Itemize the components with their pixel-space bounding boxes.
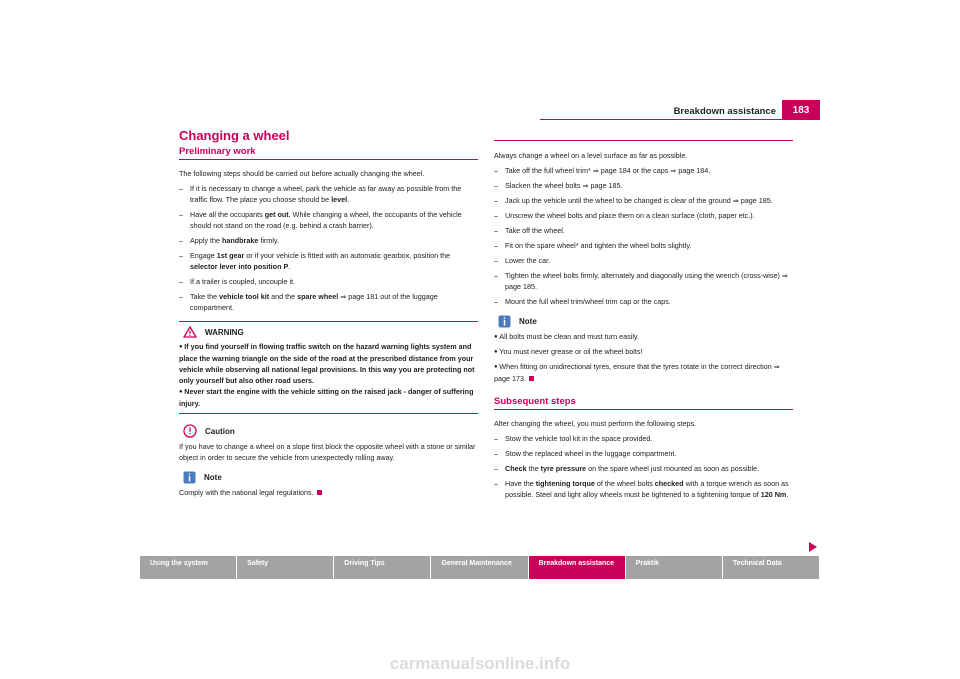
emphasis-text: spare wheel bbox=[297, 292, 339, 301]
step-item bbox=[494, 448, 793, 459]
subsequent-intro: After changing the wheel, you must perform the following steps. bbox=[494, 419, 697, 428]
column-rule bbox=[494, 140, 793, 141]
step-item bbox=[179, 291, 478, 313]
step-item bbox=[179, 183, 478, 205]
note-item: ● You must never grease or oil the wheel bolts! bbox=[494, 346, 793, 358]
note-text: Comply with the national legal regulations. bbox=[179, 487, 478, 498]
warning-box bbox=[179, 321, 478, 414]
nav-tab[interactable]: Safety bbox=[237, 556, 334, 579]
end-of-section-mark bbox=[529, 376, 534, 381]
step-item: – Fit on the spare wheel* and tighten the wheel bolts slightly. bbox=[494, 240, 793, 251]
subsection-title-subsequent: Subsequent steps bbox=[494, 396, 793, 410]
emphasis-text: tyre pressure bbox=[540, 464, 587, 473]
step-text: Engage bbox=[190, 251, 217, 260]
step-text: firmly. bbox=[258, 236, 279, 245]
step-item bbox=[179, 235, 478, 246]
emphasis-text: handbrake bbox=[221, 236, 259, 245]
note-header bbox=[183, 471, 478, 484]
watermark: carmanualsonline.info bbox=[389, 654, 571, 673]
chapter-nav bbox=[140, 556, 820, 579]
step-text: . bbox=[288, 262, 291, 271]
warning-item: ● Never start the engine with the vehicle sitting on the raised jack - danger of suffering injury. bbox=[179, 386, 478, 409]
nav-tab[interactable]: Breakdown assistance bbox=[529, 556, 626, 579]
subsection-title-preliminary: Preliminary work bbox=[179, 146, 478, 160]
emphasis-text: vehicle tool kit bbox=[219, 292, 270, 301]
step-text: the bbox=[526, 464, 541, 473]
preliminary-steps bbox=[179, 183, 478, 313]
step-text: If a trailer is coupled, uncouple it. bbox=[190, 277, 296, 286]
left-column bbox=[179, 130, 478, 498]
warning-header bbox=[183, 326, 478, 338]
step-item: – Jack up the vehicle until the wheel to be changed is clear of the ground ⇒ page 185. bbox=[494, 195, 793, 206]
step-text: Take the bbox=[190, 292, 220, 301]
end-of-section-mark bbox=[317, 490, 322, 495]
step-text: . While changing a wheel, the occupants of the vehicle should not stand on the road (e.g. behind a crash barrier). bbox=[190, 210, 462, 230]
note-label: Note bbox=[519, 317, 537, 326]
step-item: – Tighten the wheel bolts firmly, alternately and diagonally using the wrench (cross-wise) ⇒ page 185. bbox=[494, 270, 793, 292]
note-item: ● All bolts must be clean and must turn easily. bbox=[494, 331, 793, 343]
step-text: Stow the replaced wheel in the luggage compartment. bbox=[505, 449, 677, 458]
step-text: Have all the occupants bbox=[190, 210, 265, 219]
note-label: Note bbox=[204, 473, 222, 482]
caution-text: If you have to change a wheel on a slope first block the opposite wheel with a stone or similar object in order to secure the vehicle from unexpectedly rolling away. bbox=[179, 442, 476, 462]
caution-header bbox=[183, 424, 478, 438]
step-text: and the bbox=[269, 292, 298, 301]
step-item bbox=[179, 209, 478, 231]
step-item: – Lower the car. bbox=[494, 255, 793, 266]
emphasis-text: tightening torque bbox=[535, 479, 595, 488]
step-item bbox=[494, 433, 793, 444]
step-item bbox=[179, 250, 478, 272]
step-item bbox=[179, 276, 478, 287]
step-item: – Unscrew the wheel bolts and place them on a clean surface (cloth, paper etc.). bbox=[494, 210, 793, 221]
step-item: – Mount the full wheel trim/wheel trim cap or the caps. bbox=[494, 296, 793, 307]
preliminary-intro: The following steps should be carried out before actually changing the wheel. bbox=[179, 169, 425, 178]
warning-label: WARNING bbox=[205, 327, 244, 337]
step-text: . bbox=[347, 195, 350, 204]
caution-exclamation-icon bbox=[183, 424, 197, 438]
nav-tab[interactable]: General Maintenance bbox=[431, 556, 528, 579]
emphasis-text: 1st gear bbox=[216, 251, 245, 260]
step-text: . bbox=[786, 490, 789, 499]
emphasis-text: 120 Nm bbox=[760, 490, 787, 499]
page-number: 183 bbox=[782, 100, 820, 120]
emphasis-text: Check bbox=[505, 464, 527, 473]
note-info-icon bbox=[498, 315, 511, 328]
step-text: of the wheel bolts bbox=[594, 479, 655, 488]
note-item-wrap bbox=[494, 361, 793, 384]
warning-triangle-icon bbox=[183, 326, 197, 338]
step-item bbox=[494, 478, 793, 500]
step-text: Stow the vehicle tool kit in the space provided. bbox=[505, 434, 653, 443]
step-text: If it is necessary to change a wheel, park the vehicle as far away as possible from the traffic flow. The place you choose should be bbox=[190, 184, 462, 204]
section-title: Changing a wheel bbox=[179, 128, 290, 143]
subsequent-steps bbox=[494, 433, 793, 500]
step-item: – Take off the full wheel trim* ⇒ page 184 or the caps ⇒ page 184. bbox=[494, 165, 793, 176]
caution-label: Caution bbox=[205, 426, 235, 436]
step-item bbox=[494, 463, 793, 474]
emphasis-text: level bbox=[331, 195, 348, 204]
nav-tab[interactable]: Using the system bbox=[140, 556, 237, 579]
warning-item: ● If you find yourself in flowing traffic switch on the hazard warning lights system and place the warning triangle on the side of the road at the prescribed distance from your vehicle while observing all national legal provisions. In this way you are protecting not only yourself but also other road users. bbox=[179, 341, 478, 386]
step-text: ⇒ page 181 out of the luggage compartment. bbox=[190, 292, 438, 312]
header-rule bbox=[540, 119, 820, 120]
nav-tab[interactable]: Driving Tips bbox=[334, 556, 431, 579]
changing-steps bbox=[494, 165, 793, 307]
step-text: on the spare wheel just mounted as soon as possible. bbox=[586, 464, 760, 473]
emphasis-text: checked bbox=[654, 479, 684, 488]
note-item: ● When fitting on unidirectional tyres, ensure that the tyres rotate in the correct direction ⇒ page 173. bbox=[494, 362, 780, 383]
running-header: Breakdown assistance bbox=[673, 106, 776, 117]
nav-tab[interactable]: Technical Data bbox=[723, 556, 820, 579]
step-text: Have the bbox=[505, 479, 536, 488]
emphasis-text: selector lever into position P bbox=[190, 262, 289, 271]
note-header bbox=[498, 315, 793, 328]
step-item: – Take off the wheel. bbox=[494, 225, 793, 236]
emphasis-text: get out bbox=[264, 210, 289, 219]
note-info-icon bbox=[183, 471, 196, 484]
right-column bbox=[494, 140, 793, 500]
changing-intro: Always change a wheel on a level surface as far as possible. bbox=[494, 151, 688, 160]
step-text: Apply the bbox=[190, 236, 222, 245]
step-item: – Slacken the wheel bolts ⇒ page 185. bbox=[494, 180, 793, 191]
step-text: with a torque wrench as soon as possible. Steel and light alloy wheels must be tightened to a tightening torque of bbox=[505, 479, 789, 499]
nav-tab[interactable]: Praktik bbox=[626, 556, 723, 579]
step-text: or if your vehicle is fitted with an automatic gearbox, position the bbox=[244, 251, 451, 260]
